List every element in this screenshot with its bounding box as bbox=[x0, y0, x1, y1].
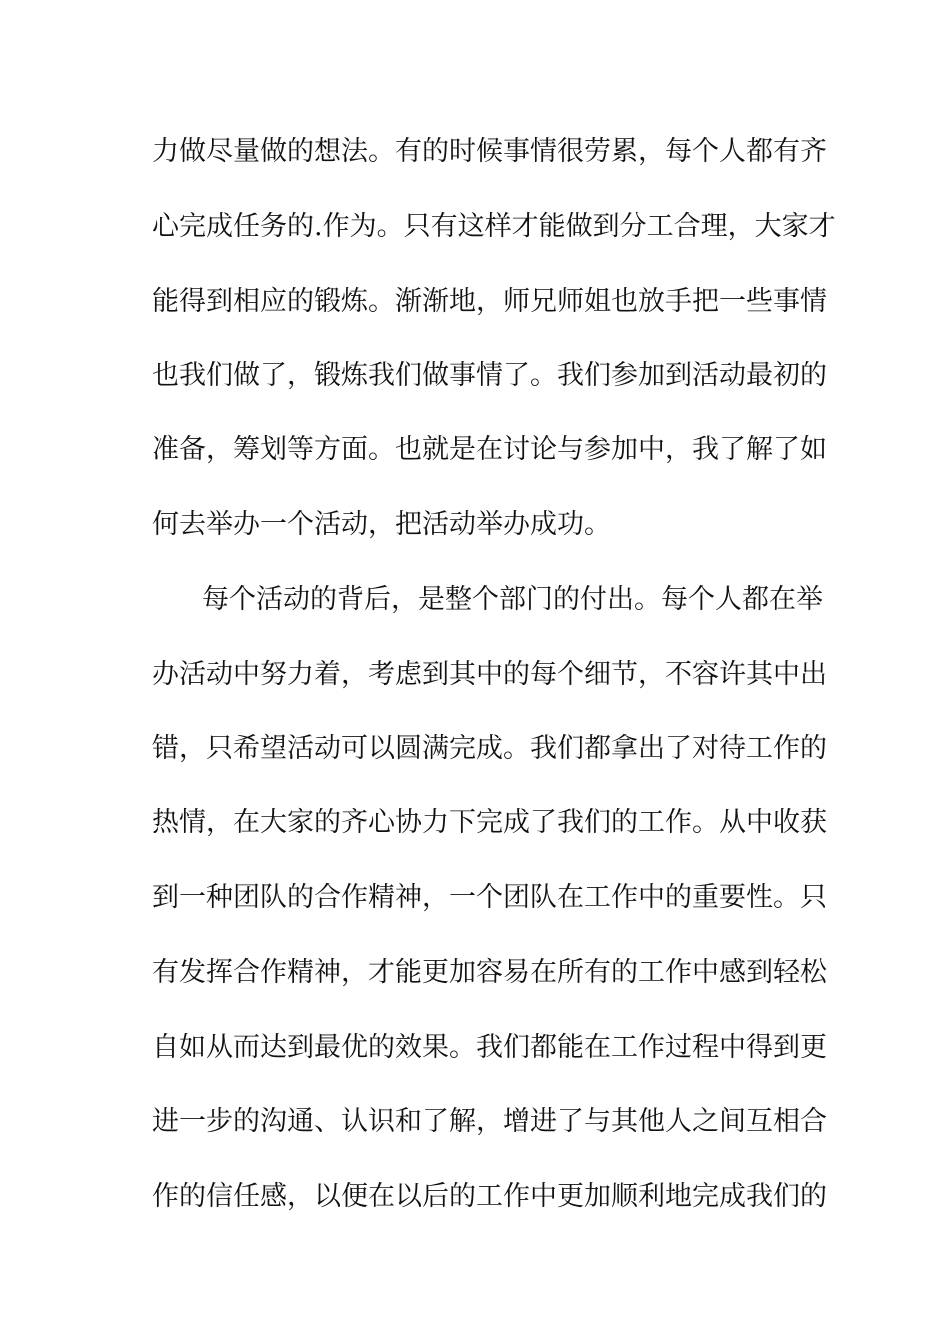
text-line-content: 有发挥合作精神，才能更加容易在所有的工作中感到轻松 bbox=[152, 957, 827, 988]
text-line bbox=[0, 356, 950, 396]
text-line bbox=[0, 878, 950, 918]
text-line bbox=[0, 1028, 950, 1068]
text-line bbox=[0, 729, 950, 769]
text-line-content: 准备，筹划等方面。也就是在讨论与参加中，我了解了如 bbox=[152, 434, 827, 465]
text-line bbox=[0, 580, 950, 620]
text-line bbox=[0, 655, 950, 695]
text-line bbox=[0, 132, 950, 172]
text-line-content: 热情，在大家的齐心协力下完成了我们的工作。从中收获 bbox=[152, 807, 827, 838]
text-line-content: 何去举办一个活动，把活动举办成功。 bbox=[152, 509, 611, 540]
text-line bbox=[0, 207, 950, 247]
text-line-content: 作的信任感，以便在以后的工作中更加顺利地完成我们的 bbox=[152, 1181, 827, 1212]
paragraph-start-content: 每个活动的背后，是整个部门的付出。每个人都在举 bbox=[202, 584, 823, 615]
text-line bbox=[0, 803, 950, 843]
text-line-content: 心完成任务的.作为。只有这样才能做到分工合理，大家才 bbox=[152, 211, 836, 242]
text-line-content: 错，只希望活动可以圆满完成。我们都拿出了对待工作的 bbox=[152, 733, 827, 764]
text-line-content: 到一种团队的合作精神，一个团队在工作中的重要性。只 bbox=[152, 882, 827, 913]
text-line bbox=[0, 430, 950, 470]
text-line bbox=[0, 282, 950, 322]
text-line bbox=[0, 505, 950, 545]
text-line-content: 自如从而达到最优的效果。我们都能在工作过程中得到更 bbox=[152, 1032, 827, 1063]
text-line bbox=[0, 1177, 950, 1217]
text-line-content: 能得到相应的锻炼。渐渐地，师兄师姐也放手把一些事情 bbox=[152, 286, 827, 317]
text-line bbox=[0, 953, 950, 993]
text-line-content: 进一步的沟通、认识和了解，增进了与其他人之间互相合 bbox=[152, 1106, 827, 1137]
text-line bbox=[0, 1102, 950, 1142]
text-line-content: 力做尽量做的想法。有的时候事情很劳累，每个人都有齐 bbox=[152, 136, 827, 167]
text-line-content: 也我们做了，锻炼我们做事情了。我们参加到活动最初的 bbox=[152, 360, 827, 391]
text-line-content: 办活动中努力着，考虑到其中的每个细节，不容许其中出 bbox=[152, 659, 827, 690]
